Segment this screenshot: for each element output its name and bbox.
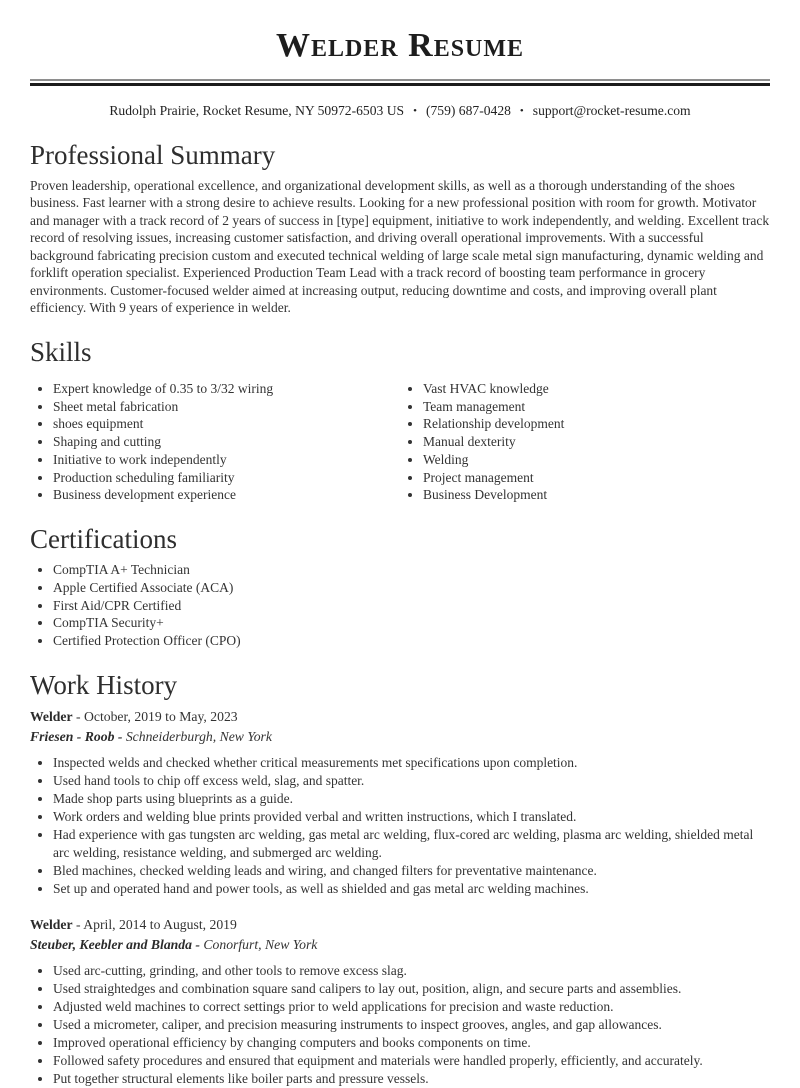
bullet-item: • Team management bbox=[423, 398, 770, 416]
skills-list-right bbox=[400, 380, 770, 504]
contact-separator-dot: • bbox=[519, 104, 524, 117]
bullet-item: • Used hand tools to chip off excess weld, slag, and spatter. bbox=[53, 772, 770, 790]
bullet-item: • Had experience with gas tungsten arc welding, gas metal arc welding, flux-cored arc welding, plasma arc welding, shielded metal arc welding, resistance welding, and submerged arc welding. bbox=[53, 826, 770, 862]
contact-line bbox=[30, 102, 770, 120]
job-title-separator: - bbox=[76, 916, 81, 932]
bullet-item: • First Aid/CPR Certified bbox=[53, 597, 770, 615]
bullet-item: • Certified Protection Officer (CPO) bbox=[53, 632, 770, 650]
job-title-line bbox=[30, 707, 770, 727]
bullet-item: • CompTIA Security+ bbox=[53, 614, 770, 632]
bullet-item: • Put together structural elements like boiler parts and pressure vessels. bbox=[53, 1070, 770, 1088]
bullet-item: • Apple Certified Associate (ACA) bbox=[53, 579, 770, 597]
bullet-item: • Used a micrometer, caliper, and precision measuring instruments to inspect grooves, angles, and gap allowances. bbox=[53, 1016, 770, 1034]
job-title-line bbox=[30, 915, 770, 935]
contact-phone: (759) 687-0428 bbox=[425, 102, 511, 118]
skills-columns bbox=[30, 374, 770, 504]
job-dates: October, 2019 to May, 2023 bbox=[83, 708, 238, 724]
section-heading-certifications: Certifications bbox=[30, 523, 177, 554]
page-title: Welder Resume bbox=[275, 27, 525, 64]
job-company: Steuber, Keebler and Blanda bbox=[30, 936, 192, 952]
job-location: Schneiderburgh, New York bbox=[125, 728, 272, 744]
section-heading-skills: Skills bbox=[30, 336, 92, 367]
bullet-item: • shoes equipment bbox=[53, 415, 400, 433]
job-title-separator: - bbox=[76, 708, 81, 724]
skills-list-left bbox=[30, 380, 400, 504]
job-company-separator: - bbox=[117, 728, 123, 744]
bullet-item: • Relationship development bbox=[423, 415, 770, 433]
contact-address: Rudolph Prairie, Rocket Resume, NY 50972-6503 US bbox=[109, 102, 405, 118]
resume-page bbox=[0, 28, 800, 1088]
bullet-item: • Used straightedges and combination square sand calipers to lay out, position, align, and secure parts and assemblies. bbox=[53, 980, 770, 998]
bullet-item: • Shaping and cutting bbox=[53, 433, 400, 451]
bullet-item: • Business Development bbox=[423, 486, 770, 504]
contact-separator-dot: • bbox=[413, 104, 417, 117]
bullet-item: • Adjusted weld machines to correct settings prior to weld applications for precision and waste reduction. bbox=[53, 998, 770, 1016]
bullet-item: • Expert knowledge of 0.35 to 3/32 wiring bbox=[53, 380, 400, 398]
bullet-item: • Sheet metal fabrication bbox=[53, 398, 400, 416]
job-entry-1 bbox=[30, 707, 770, 898]
bullet-item: • Initiative to work independently bbox=[53, 451, 400, 469]
bullet-item: • Set up and operated hand and power tools, as well as shielded and gas metal arc welding machines. bbox=[53, 880, 770, 898]
job-bullets bbox=[30, 962, 770, 1088]
job-company-line bbox=[30, 935, 770, 955]
bullet-item: • Followed safety procedures and ensured that equipment and materials were handled properly, efficiently, and accurately. bbox=[53, 1052, 770, 1070]
job-entry-2 bbox=[30, 915, 770, 1088]
job-company-line bbox=[30, 727, 770, 747]
section-heading-work-history: Work History bbox=[30, 669, 178, 700]
job-bullets bbox=[30, 754, 770, 898]
job-title: Welder bbox=[30, 708, 73, 724]
bullet-item: • Production scheduling familiarity bbox=[53, 469, 400, 487]
summary-text: Proven leadership, operational excellence, and organizational development skills, as well as a thorough understanding of the shoes business. Fast learner with a strong desire to achieve results. Looking for a new professional position with room for growth. Motivator and manager with a track record of 2 years of success in [type] equipment, initiative to work independently, and welding. Excellent track record of resolving issues, increasing customer satisfaction, and driving overall operational improvements. With a successful background fabricating precision custom and executed technical welding of large scale metal sign manufacturing, dynamic welding and forklift operation specialist. Experienced Production Team Lead with a track record of boosting team performance in grocery environments. Customer-focused welder aimed at increasing output, reducing downtime and costs, and improving overall plant efficiency. With 9 years of experience in welder. bbox=[30, 177, 770, 316]
bullet-item: • Made shop parts using blueprints as a guide. bbox=[53, 790, 770, 808]
bullet-item: • Business development experience bbox=[53, 486, 400, 504]
bullet-item: • Vast HVAC knowledge bbox=[423, 380, 770, 398]
job-dates: April, 2014 to August, 2019 bbox=[83, 916, 237, 932]
job-location: Conorfurt, New York bbox=[203, 936, 318, 952]
bullet-item: • Welding bbox=[423, 451, 770, 469]
bullet-item: • Bled machines, checked welding leads and wiring, and changed filters for preventative maintenance. bbox=[53, 862, 770, 880]
bullet-item: • CompTIA A+ Technician bbox=[53, 561, 770, 579]
job-company: Friesen - Roob bbox=[30, 728, 115, 744]
job-company-separator: - bbox=[195, 936, 200, 952]
bullet-item: • Inspected welds and checked whether critical measurements met specifications upon completion. bbox=[53, 754, 770, 772]
contact-email: support@rocket-resume.com bbox=[532, 102, 691, 118]
bullet-item: • Project management bbox=[423, 469, 770, 487]
bullet-item: • Work orders and welding blue prints provided verbal and written instructions, which I translated. bbox=[53, 808, 770, 826]
bullet-item: • Manual dexterity bbox=[423, 433, 770, 451]
bullet-item: • Improved operational efficiency by changing computers and books components on time. bbox=[53, 1034, 770, 1052]
header-divider bbox=[30, 79, 770, 86]
section-heading-professional-summary: Professional Summary bbox=[30, 139, 276, 170]
job-title: Welder bbox=[30, 916, 73, 932]
certifications-list bbox=[30, 561, 770, 650]
bullet-item: • Used arc-cutting, grinding, and other tools to remove excess slag. bbox=[53, 962, 770, 980]
